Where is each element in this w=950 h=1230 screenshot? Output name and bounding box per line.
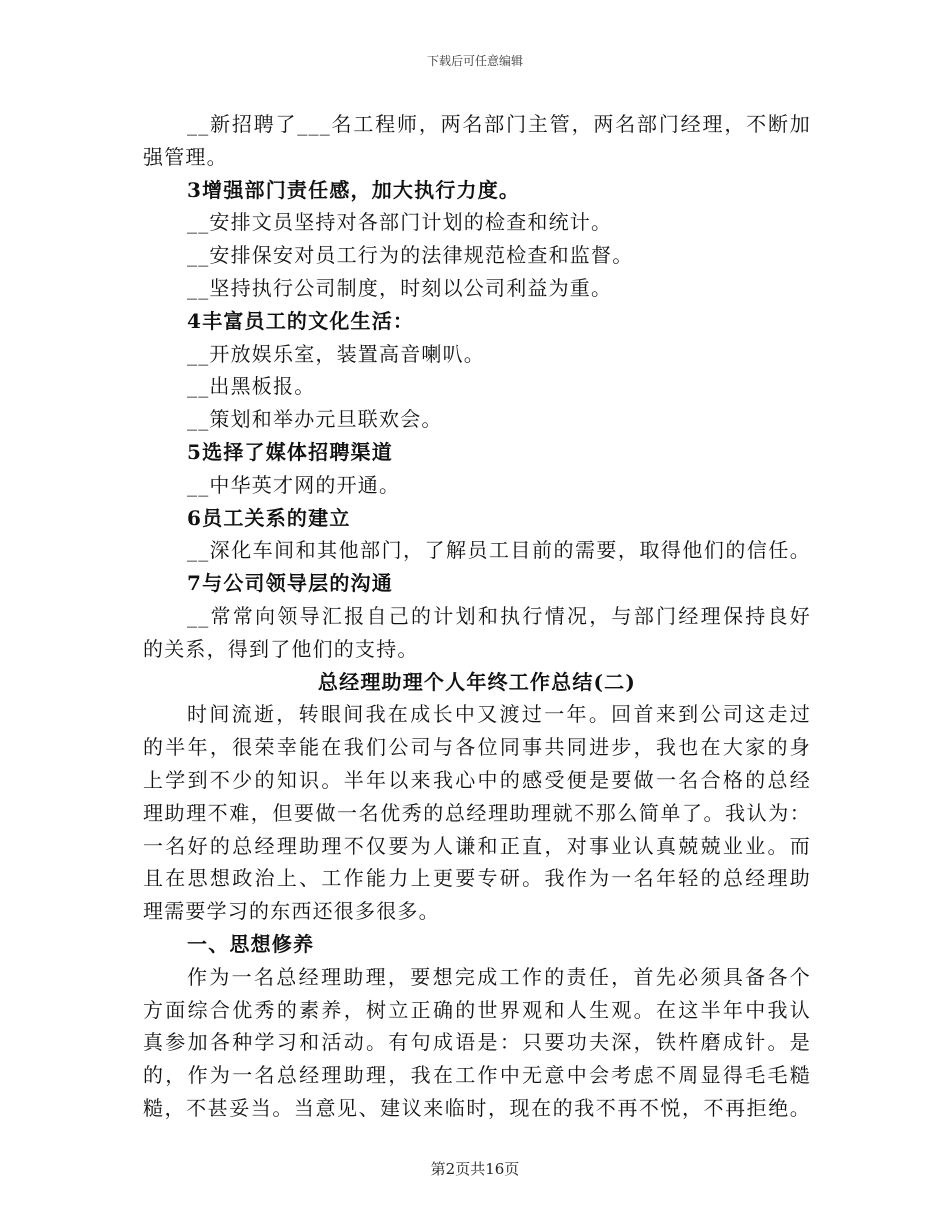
section-heading: 3增强部门责任感，加大执行力度。 (187, 177, 521, 202)
section-heading: 4丰富员工的文化生活： (187, 308, 415, 333)
paragraph-line: 理需要学习的东西还很多很多。 (143, 899, 440, 924)
paragraph-line: 时间流逝，转眼间我在成长中又渡过一年。回首来到公司这走过 (187, 702, 811, 727)
paragraph-line: 上学到不少的知识。半年以来我心中的感受便是要做一名合格的总经 (143, 767, 811, 792)
paragraph-line: 且在思想政治上、工作能力上更要专研。我作为一名年轻的总经理助 (143, 866, 811, 891)
paragraph-line: 方面综合优秀的素养，树立正确的世界观和人生观。在这半年中我认 (143, 997, 811, 1022)
section-heading: 6员工关系的建立 (187, 505, 351, 530)
list-item: __开放娱乐室，装置高音喇叭。 (187, 341, 485, 366)
paragraph-line: 的关系，得到了他们的支持。 (143, 636, 419, 661)
paragraph-line: 的，作为一名总经理助理，我在工作中无意中会考虑不周显得毛毛糙 (143, 1063, 811, 1088)
paragraph-line: __新招聘了___名工程师，两名部门主管，两名部门经理，不断加 (187, 112, 811, 136)
list-item: __出黑板报。 (187, 374, 316, 399)
paragraph-line: 的半年，很荣幸能在我们公司与各位同事共同进步，我也在大家的身 (143, 735, 811, 760)
list-item: __安排保安对员工行为的法律规范检查和监督。 (187, 243, 634, 268)
paragraph-line: 真参加各种学习和活动。有句成语是：只要功夫深，铁杵磨成针。是 (143, 1030, 811, 1055)
paragraph-line: 理助理不难，但要做一名优秀的总经理助理就不那么简单了。我认为： (143, 800, 811, 825)
list-item: __策划和举办元旦联欢会。 (187, 407, 443, 432)
list-item: __深化车间和其他部门，了解员工目前的需要，取得他们的信任。 (187, 538, 811, 563)
list-item: __安排文员坚持对各部门计划的检查和统计。 (187, 210, 613, 235)
header-note: 下载后可任意编辑 (426, 54, 523, 68)
paragraph-line: 一名好的总经理助理不仅要为人谦和正直，对事业认真兢兢业业。而 (143, 833, 811, 858)
section-heading: 一、思想修养 (187, 931, 315, 956)
document-title: 总经理助理个人年终工作总结(二) (317, 669, 637, 694)
page-number: 第2页共16页 (430, 1160, 520, 1178)
list-item: __坚持执行公司制度，时刻以公司利益为重。 (187, 275, 613, 300)
paragraph-line: __常常向领导汇报自己的计划和执行情况，与部门经理保持良好 (187, 603, 811, 628)
paragraph-line: 作为一名总经理助理，要想完成工作的责任，首先必须具备各个 (187, 964, 811, 989)
paragraph-line: 糙，不甚妥当。当意见、建议来临时，现在的我不再不悦，不再拒绝。 (143, 1095, 811, 1120)
section-heading: 7与公司领导层的沟通 (187, 571, 393, 596)
section-heading: 5选择了媒体招聘渠道 (187, 439, 393, 464)
paragraph-line: 强管理。 (143, 144, 228, 169)
document-body (143, 108, 811, 1125)
list-item: __中华英才网的开通。 (187, 472, 401, 497)
